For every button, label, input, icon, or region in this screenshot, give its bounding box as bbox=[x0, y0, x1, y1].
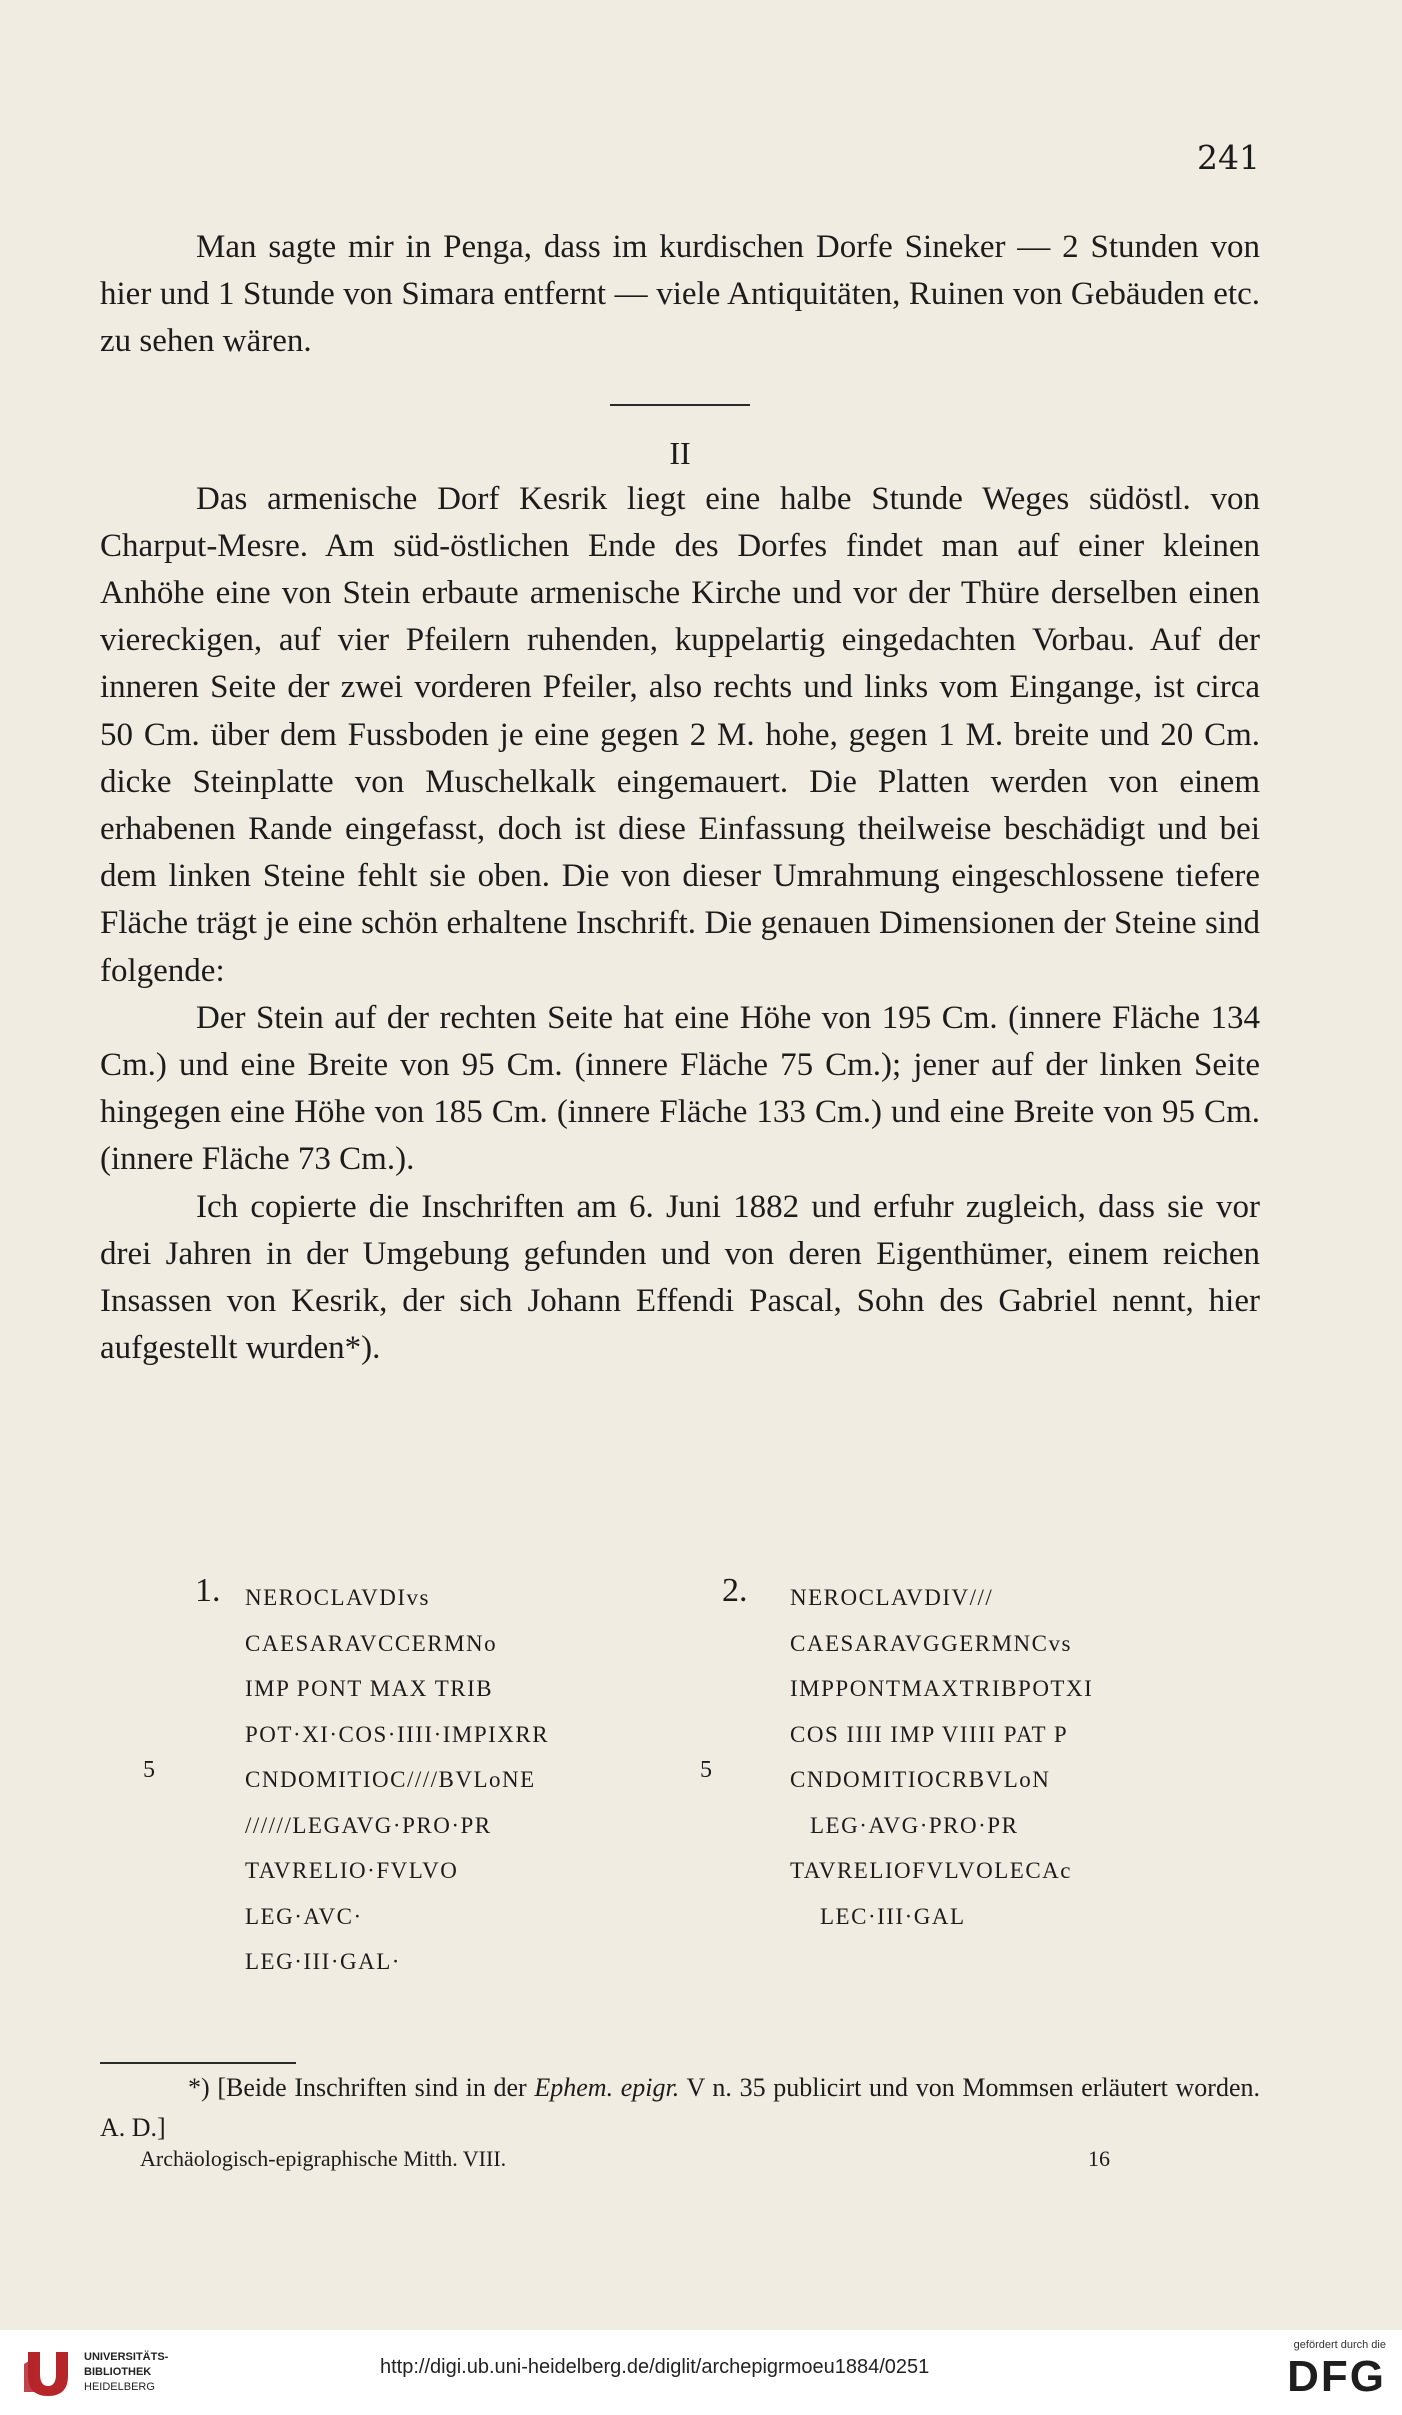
viewer-footer bbox=[0, 2330, 1402, 2415]
inscription-line: POT·XI·COS·IIII·IMPIXRR bbox=[245, 1721, 550, 1747]
permalink-url[interactable]: http://digi.ub.uni-heidelberg.de/diglit/archepigrmoeu1884/0251 bbox=[380, 2356, 930, 2378]
dfg-logo-text: DFG bbox=[1287, 2352, 1386, 2401]
library-name-line: BIBLIOTHEK bbox=[84, 2366, 152, 2378]
inscription-line: LEG·AVC· bbox=[245, 1903, 363, 1929]
line-marker: 5 bbox=[700, 1757, 712, 1783]
inscription-line: TAVRELIO·FVLVO bbox=[245, 1858, 459, 1883]
footnote-text-after: V n. 35 publicirt und von Mommsen erläutert worden. A. D.] bbox=[100, 2073, 1261, 2142]
footnote bbox=[100, 2068, 1260, 2148]
footnote-mark: *) bbox=[188, 2073, 210, 2102]
footnote-emphasis: Ephem. epigr. bbox=[534, 2073, 680, 2102]
inscription-line: LEG·III·GAL· bbox=[245, 1949, 401, 1974]
funder-logo[interactable] bbox=[1236, 2338, 1386, 2408]
inscription-line: IMP PONT MAX TRIB bbox=[245, 1676, 494, 1701]
inscription-line: CNDOMITIOCRBVLoN bbox=[790, 1767, 1051, 1792]
journal-signature: Archäologisch-epigraphische Mitth. VIII. bbox=[140, 2146, 507, 2171]
library-emblem-icon bbox=[18, 2344, 76, 2402]
inscription-line: COS IIII IMP VIIII PAT P bbox=[790, 1721, 1069, 1747]
footnote-text-before: [Beide Inschriften sind in der bbox=[217, 2073, 527, 2102]
inscription-number: 1. bbox=[195, 1572, 221, 1609]
paragraph-3: Ich copierte die Inschriften am 6. Juni 1882 und erfuhr zugleich, dass sie vor drei Jahren in der Umgebung gefunden und von deren Eigenthümer, einem reichen Insassen von Kesrik, der sich Johann Effendi Pascal, Sohn des Gabriel nennt, hier aufgestellt wurden*). bbox=[100, 1188, 1260, 1367]
library-name-line: UNIVERSITÄTS- bbox=[84, 2351, 169, 2363]
library-logo[interactable] bbox=[18, 2344, 188, 2402]
section-rule bbox=[610, 404, 750, 406]
inscription-line: TAVRELIOFVLVOLECAc bbox=[790, 1858, 1072, 1883]
inscription-line: //////LEGAVG·PRO·PR bbox=[245, 1812, 492, 1838]
footnote-rule bbox=[100, 2062, 296, 2064]
inscription-line: CAESARAVGGERMNCvs bbox=[790, 1630, 1072, 1656]
library-name-line: HEIDELBERG bbox=[84, 2381, 155, 2393]
paragraph-1: Das armenische Dorf Kesrik liegt eine halbe Stunde Weges südöstl. von Charput-Mesre. Am süd-östlichen Ende des Dorfes findet man auf einer kleinen Anhöhe eine von Stein erbaute armenische Kirche und vor der Thüre derselben einen viereckigen, auf vier Pfeilern ruhenden, kuppelartig eingedachten Vorbau. Auf der inneren Seite der zwei vorderen Pfeiler, also rechts und links vom Eingange, ist circa 50 Cm. über dem Fussboden je eine gegen 2 M. hohe, gegen 1 M. breite und 20 Cm. dicke Steinplatte von Muschelkalk eingemauert. Die Platten werden von einem erhabenen Rande eingefasst, doch ist diese Einfassung theilweise beschädigt und bei dem linken Steine fehlt sie oben. Die von dieser Umrahmung eingeschlossene tiefere Fläche trägt je eine schön erhaltene Inschrift. Die genauen Dimensionen der Steine sind folgende: bbox=[100, 480, 1260, 989]
paragraph-intro: Man sagte mir in Penga, dass im kurdischen Dorfe Sineker — 2 Stunden von hier und 1 Stunde von Simara entfernt — viele Antiquitäten, Ruinen von Gebäuden etc. zu sehen wären. bbox=[100, 229, 1260, 360]
paragraph-2: Der Stein auf der rechten Seite hat eine Höhe von 195 Cm. (innere Fläche 134 Cm.) und eine Breite von 95 Cm. (innere Fläche 75 Cm.); jener auf der linken Seite hingegen eine Höhe von 185 Cm. (innere Fläche 133 Cm.) und eine Breite von 95 Cm. (innere Fläche 73 Cm.). bbox=[100, 999, 1260, 1178]
section-heading: II bbox=[669, 434, 691, 471]
inscription-line: LEG·AVG·PRO·PR bbox=[810, 1812, 1019, 1838]
library-name bbox=[84, 2350, 194, 2395]
inscription-line: CAESARAVCCERMNo bbox=[245, 1630, 498, 1656]
inscriptions bbox=[100, 1572, 1260, 2045]
inscription-2 bbox=[700, 1572, 1250, 1939]
page-number: 241 bbox=[1197, 138, 1260, 177]
inscription-number: 2. bbox=[722, 1572, 748, 1609]
inscription-line: NEROCLAVDIV/// bbox=[790, 1585, 994, 1610]
inscription-line: NEROCLAVDIvs bbox=[245, 1585, 430, 1610]
funder-label: gefördert durch die bbox=[1293, 2339, 1386, 2351]
line-marker: 5 bbox=[143, 1757, 155, 1783]
footnote-text bbox=[100, 2068, 1260, 2148]
sheet-number: 16 bbox=[1088, 2146, 1110, 2171]
inscription-line: CNDOMITIOC////BVLoNE bbox=[245, 1767, 536, 1792]
inscription-line: LEC·III·GAL bbox=[820, 1903, 966, 1929]
inscription-1 bbox=[143, 1572, 705, 1985]
inscription-line: IMPPONTMAXTRIBPOTXI bbox=[790, 1676, 1094, 1701]
body-text bbox=[100, 224, 1260, 1372]
